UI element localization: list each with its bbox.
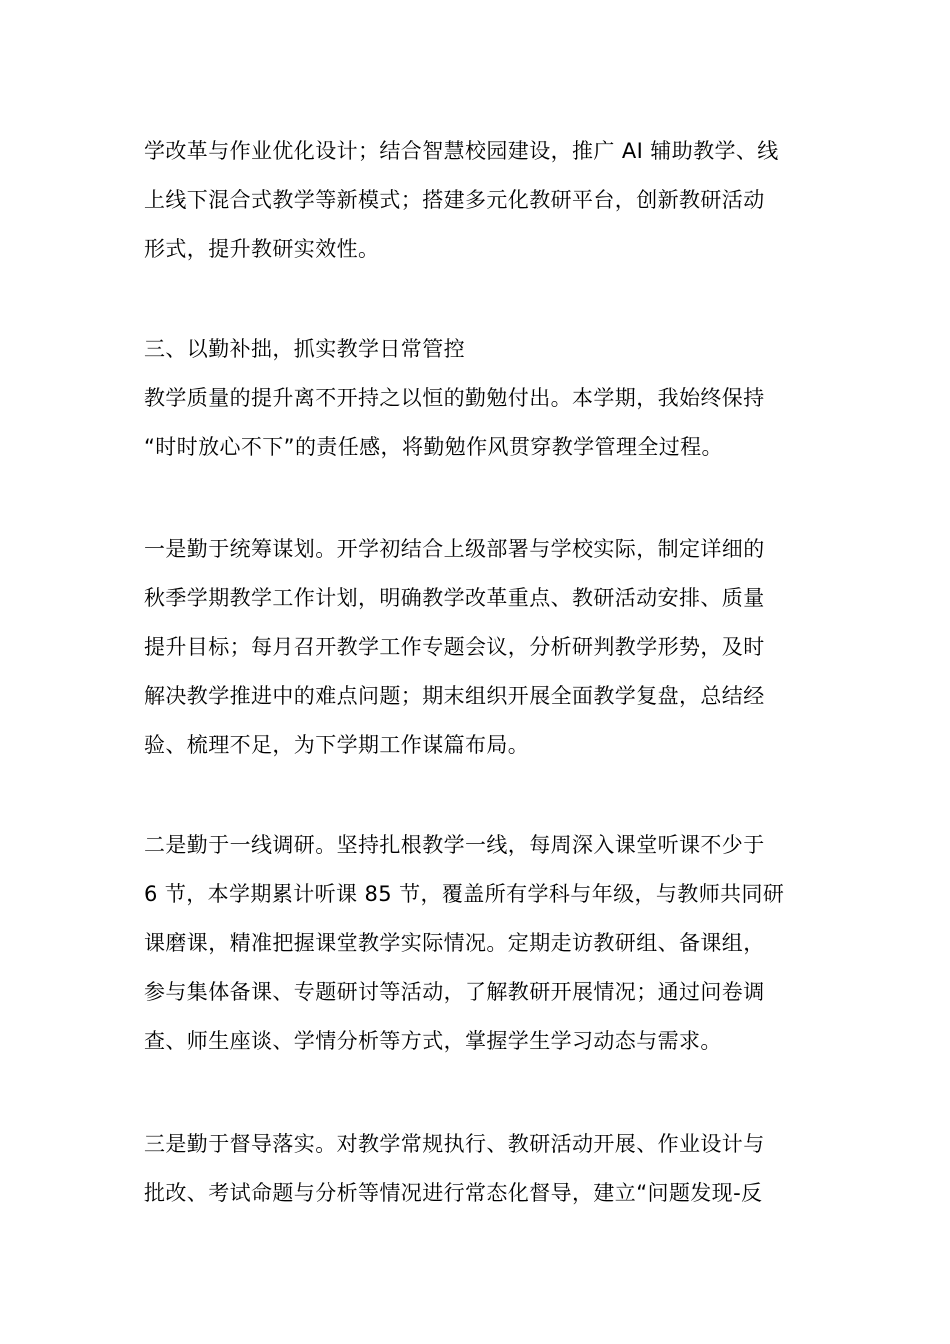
intro-line-2: “时时放心不下”的责任感，将勤勉作风贯穿教学管理全过程。: [144, 435, 723, 459]
paragraph-1-line-2: 上线下混合式教学等新模式；搭建多元化教研平台，创新教研活动: [144, 188, 765, 212]
paragraph-1-line-3: 形式，提升教研实效性。: [144, 237, 380, 261]
item-1-line-3: 提升目标；每月召开教学工作专题会议，分析研判教学形势，及时: [144, 635, 765, 659]
item-3-line-1: 三是勤于督导落实。对教学常规执行、教研活动开展、作业设计与: [144, 1132, 765, 1156]
paragraph-1-line-1: 学改革与作业优化设计；结合智慧校园建设，推广 AI 辅助教学、线: [144, 139, 779, 163]
intro-line-1: 教学质量的提升离不开持之以恒的勤勉付出。本学期，我始终保持: [144, 386, 765, 410]
item-2-line-4: 参与集体备课、专题研讨等活动，了解教研开展情况；通过问卷调: [144, 980, 765, 1004]
item-3-line-2: 批改、考试命题与分析等情况进行常态化督导，建立“问题发现-反: [144, 1181, 763, 1205]
item-1-line-1: 一是勤于统筹谋划。开学初结合上级部署与学校实际，制定详细的: [144, 537, 765, 561]
section-heading: 三、以勤补拙，抓实教学日常管控: [144, 337, 465, 361]
item-1-line-5: 验、梳理不足，为下学期工作谋篇布局。: [144, 733, 530, 757]
item-2-line-3: 课磨课，精准把握课堂教学实际情况。定期走访教研组、备课组，: [144, 931, 765, 955]
item-1-line-4: 解决教学推进中的难点问题；期末组织开展全面教学复盘，总结经: [144, 684, 765, 708]
item-1-line-2: 秋季学期教学工作计划，明确教学改革重点、教研活动安排、质量: [144, 586, 765, 610]
item-2-line-5: 查、师生座谈、学情分析等方式，掌握学生学习动态与需求。: [144, 1029, 722, 1053]
item-2-line-2: 6 节，本学期累计听课 85 节，覆盖所有学科与年级，与教师共同研: [144, 882, 785, 906]
item-2-line-1: 二是勤于一线调研。坚持扎根教学一线，每周深入课堂听课不少于: [144, 833, 765, 857]
